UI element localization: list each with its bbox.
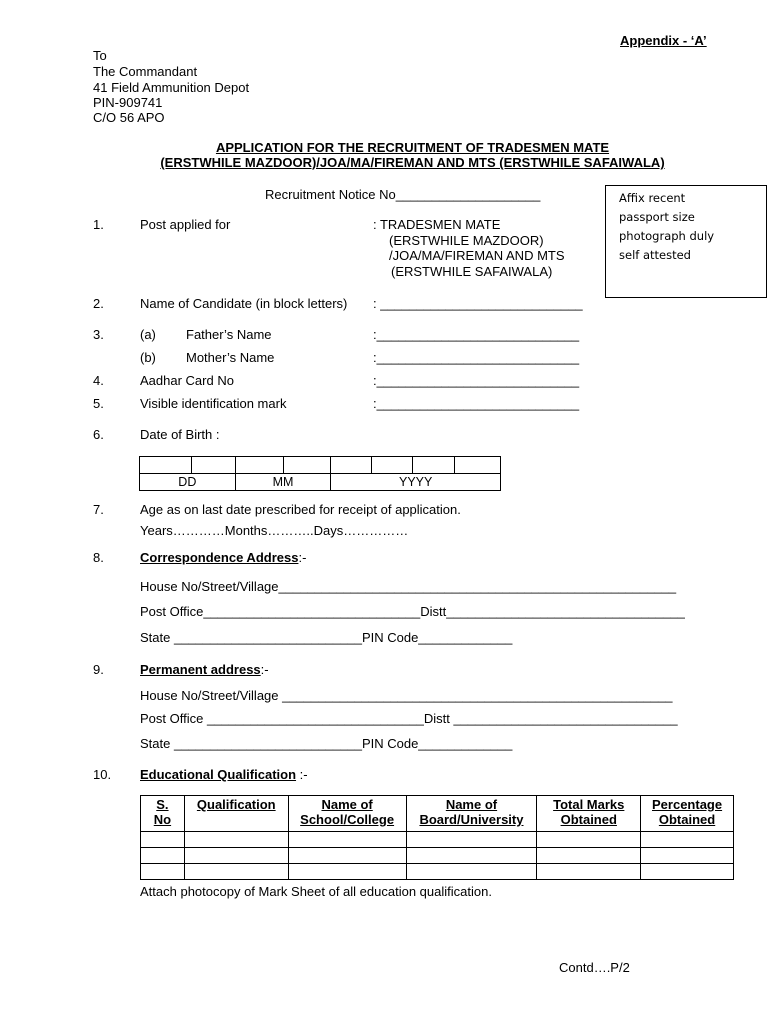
education-label: Educational Qualification (140, 767, 297, 782)
permanent-house-field[interactable]: House No/Street/Village ______________________________________________________ (140, 688, 673, 703)
heading-suffix: :- (298, 550, 307, 565)
correspondence-house-field[interactable]: House No/Street/Village_______________________________________________________ (140, 579, 677, 594)
education-header-row (141, 796, 734, 832)
candidate-name-label: Name of Candidate (in block letters) (140, 296, 348, 311)
dob-label-row (140, 474, 501, 491)
col-qualification: Qualification (184, 796, 288, 832)
aadhar-label: Aadhar Card No (140, 373, 234, 388)
dob-cell[interactable] (140, 457, 192, 474)
appendix-label: Appendix - ‘A’ (620, 33, 707, 48)
col-school: Name of School/College (288, 796, 406, 832)
dob-grid[interactable] (139, 456, 501, 491)
sub-item: (b) (140, 350, 156, 365)
post-value: : TRADESMEN MATE (373, 217, 501, 232)
photo-box-text: passport size (619, 210, 695, 224)
sub-item: (a) (140, 327, 156, 342)
correspondence-heading (140, 550, 306, 565)
post-value: /JOA/MA/FIREMAN AND MTS (389, 248, 565, 263)
dob-cell[interactable] (413, 457, 454, 474)
permanent-postoffice-field[interactable]: Post Office ______________________________Distt _______________________________ (140, 711, 678, 726)
age-field[interactable]: Years…………Months………..Days…………… (140, 523, 409, 538)
dob-input-row[interactable] (140, 457, 501, 474)
aadhar-field[interactable]: :____________________________ (373, 373, 580, 388)
col-total-marks: Total Marks Obtained (537, 796, 641, 832)
item-number: 4. (93, 373, 104, 388)
heading-suffix: :- (296, 767, 308, 782)
correspondence-state-field[interactable]: State __________________________PIN Code_____________ (140, 630, 513, 645)
address-line: PIN-909741 (93, 95, 163, 110)
education-table (140, 795, 734, 880)
photo-box-text: Affix recent (619, 191, 686, 205)
permanent-label: Permanent address (140, 662, 261, 677)
col-percentage: Percentage Obtained (641, 796, 734, 832)
col-sno: S. No (141, 796, 185, 832)
form-title-line1: APPLICATION FOR THE RECRUITMENT OF TRADESMEN MATE (215, 140, 610, 155)
item-number: 10. (93, 767, 112, 782)
dob-cell[interactable] (371, 457, 412, 474)
table-row[interactable] (141, 832, 734, 848)
post-value: (ERSTWHILE SAFAIWALA) (391, 264, 553, 279)
post-label: Post applied for (140, 217, 231, 232)
form-title-line2: (ERSTWHILE MAZDOOR)/JOA/MA/FIREMAN AND MTS (ERSTWHILE SAFAIWALA) (160, 155, 665, 170)
photo-box-text: photograph duly (619, 229, 715, 243)
continued-label: Contd….P/2 (559, 960, 630, 975)
item-number: 9. (93, 662, 104, 677)
education-heading (140, 767, 308, 782)
address-line: C/O 56 APO (93, 110, 165, 125)
permanent-heading (140, 662, 269, 677)
item-number: 3. (93, 327, 104, 342)
photo-box-text: self attested (619, 248, 691, 262)
dob-cell[interactable] (192, 457, 235, 474)
dob-dd-label: DD (140, 474, 236, 491)
item-number: 7. (93, 502, 104, 517)
correspondence-label: Correspondence Address (140, 550, 299, 565)
identification-mark-field[interactable]: :____________________________ (373, 396, 580, 411)
mother-name-label: Mother’s Name (186, 350, 275, 365)
post-value: (ERSTWHILE MAZDOOR) (389, 233, 544, 248)
recruitment-notice: Recruitment Notice No____________________ (265, 187, 541, 202)
col-board: Name of Board/University (406, 796, 537, 832)
address-to: To (93, 48, 107, 63)
item-number: 5. (93, 396, 104, 411)
table-row[interactable] (141, 864, 734, 880)
candidate-name-field[interactable]: : ____________________________ (373, 296, 583, 311)
father-name-label: Father’s Name (186, 327, 272, 342)
mother-name-field[interactable]: :____________________________ (373, 350, 580, 365)
permanent-state-field[interactable]: State __________________________PIN Code_____________ (140, 736, 513, 751)
dob-cell[interactable] (331, 457, 371, 474)
photo-box (605, 185, 767, 298)
address-line: 41 Field Ammunition Depot (93, 80, 250, 95)
dob-cell[interactable] (454, 457, 500, 474)
identification-mark-label: Visible identification mark (140, 396, 287, 411)
heading-suffix: :- (260, 662, 269, 677)
dob-mm-label: MM (235, 474, 331, 491)
item-number: 6. (93, 427, 104, 442)
age-label: Age as on last date prescribed for receipt of application. (140, 502, 461, 517)
table-row[interactable] (141, 848, 734, 864)
dob-yyyy-label: YYYY (331, 474, 501, 491)
dob-cell[interactable] (284, 457, 331, 474)
correspondence-postoffice-field[interactable]: Post Office______________________________Distt_________________________________ (140, 604, 685, 619)
item-number: 1. (93, 217, 104, 232)
father-name-field[interactable]: :____________________________ (373, 327, 580, 342)
address-line: The Commandant (93, 64, 198, 79)
item-number: 2. (93, 296, 104, 311)
dob-cell[interactable] (235, 457, 283, 474)
education-note: Attach photocopy of Mark Sheet of all education qualification. (140, 884, 492, 899)
item-number: 8. (93, 550, 104, 565)
dob-label: Date of Birth : (140, 427, 220, 442)
